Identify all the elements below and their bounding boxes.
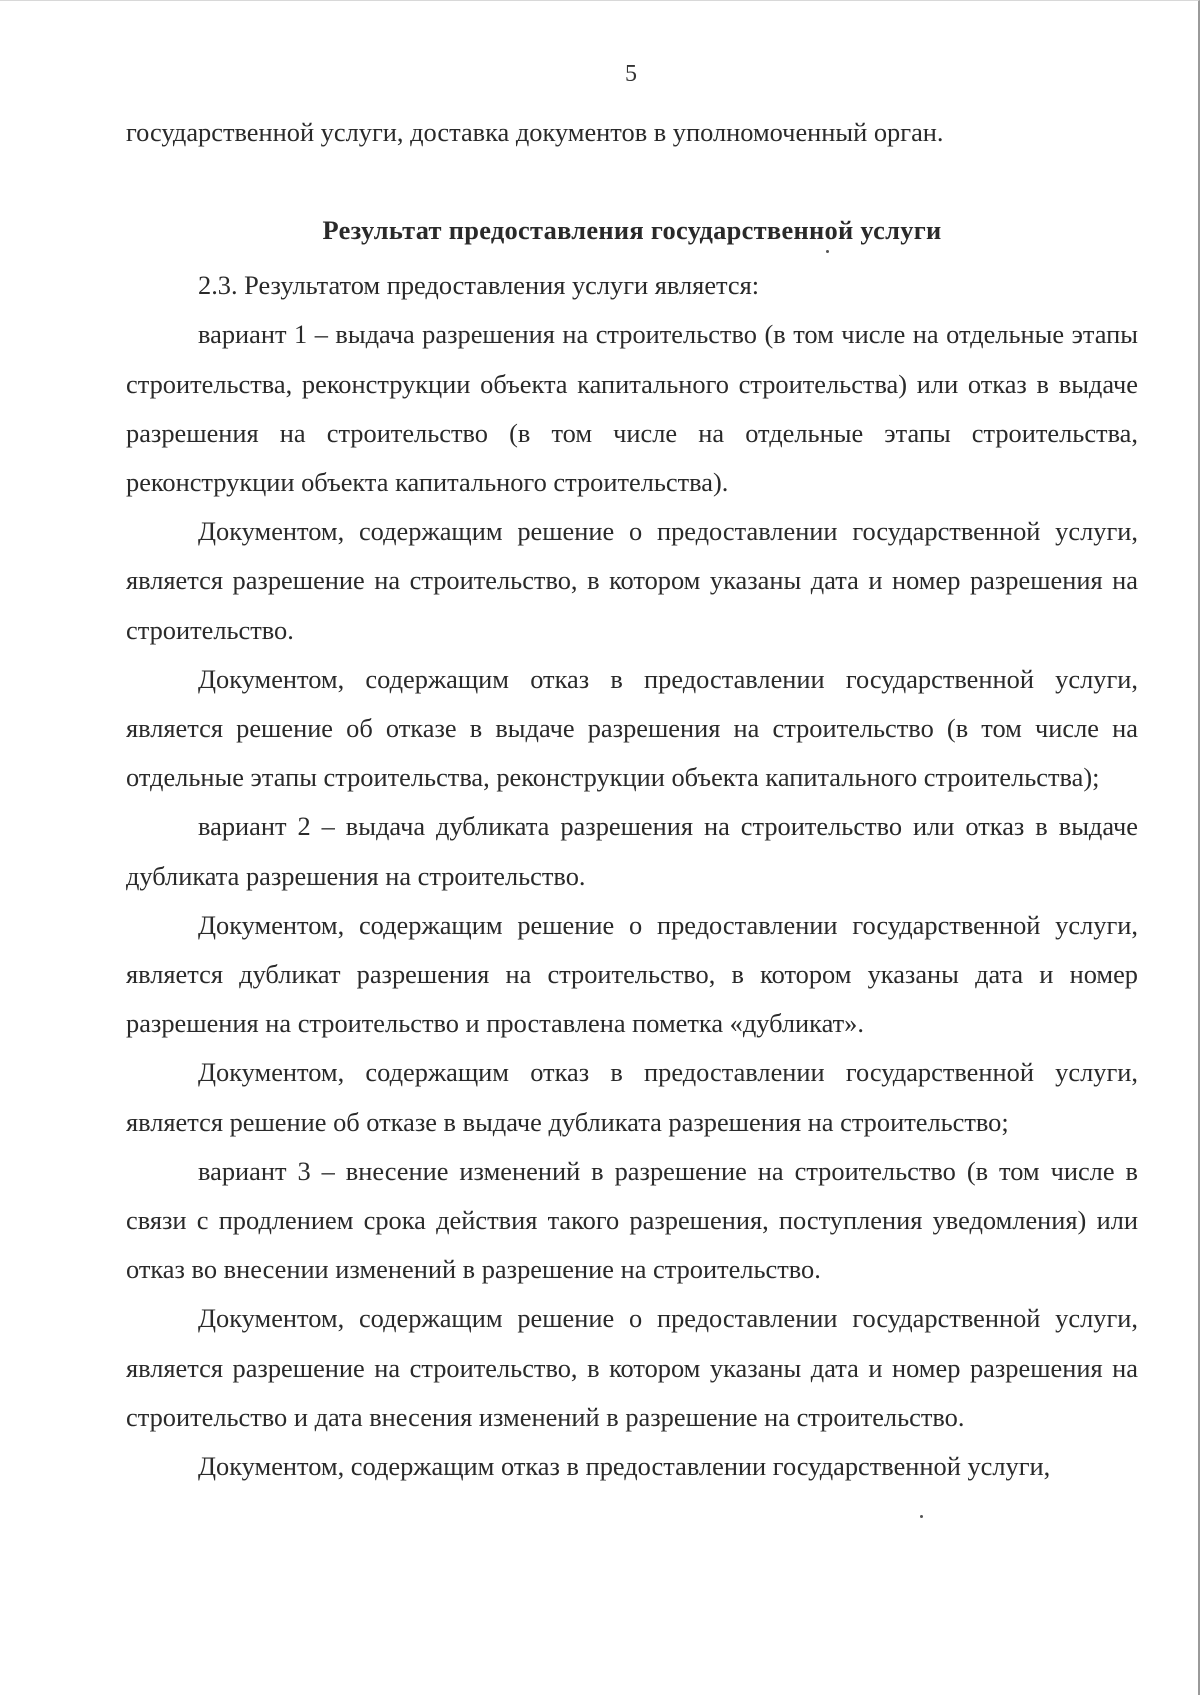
paragraph-2-3: 2.3. Результатом предоставления услуги является: [198, 270, 760, 301]
document-body [126, 108, 1138, 1491]
paragraph-variant-1-decision: Документом, содержащим решение о предоставлении государственной услуги, является разрешение на строительство, в котором указаны дата и номер разрешения на строительство. [126, 516, 1138, 645]
paragraph-variant-1: вариант 1 – выдача разрешения на строительство (в том числе на отдельные этапы строительства, реконструкции объекта капитального строительства) или отказ в выдаче разрешения на строительство (в том числе на отдельные этапы строительства, реконструкции объекта капитального строительства). [126, 319, 1138, 498]
paragraph-variant-2: вариант 2 – выдача дубликата разрешения на строительство или отказ в выдаче дубликата разрешения на строительство. [126, 811, 1138, 891]
paragraph-variant-3-refusal: Документом, содержащим отказ в предоставлении государственной услуги, [198, 1451, 1051, 1482]
scan-speck [920, 1515, 923, 1518]
paragraph-variant-2-refusal: Документом, содержащим отказ в предоставлении государственной услуги, является решение об отказе в выдаче дубликата разрешения на строительство; [126, 1057, 1138, 1137]
page-number: 5 [625, 61, 637, 87]
paragraph-variant-2-decision: Документом, содержащим решение о предоставлении государственной услуги, является дубликат разрешения на строительство, в котором указаны дата и номер разрешения на строительство и проставлена пометка «дубликат». [126, 909, 1138, 1039]
scan-speck [826, 250, 829, 253]
paragraph-variant-3: вариант 3 – внесение изменений в разрешение на строительство (в том числе в связи с продлением срока действия такого разрешения, поступления уведомления) или отказ во внесении изменений в разрешение на строительство. [126, 1155, 1138, 1285]
paragraph-variant-1-refusal: Документом, содержащим отказ в предоставлении государственной услуги, является решение об отказе в выдаче разрешения на строительство (в том числе на отдельные этапы строительства, реконструкции объекта капитального строительства); [126, 663, 1138, 793]
paragraph-variant-3-decision: Документом, содержащим решение о предоставлении государственной услуги, является разрешение на строительство, в котором указаны дата и номер разрешения на строительство и дата внесения изменений в разрешение на строительство. [126, 1303, 1138, 1432]
section-heading: Результат предоставления государственной услуги [322, 215, 942, 246]
paragraph-continuation: государственной услуги, доставка документов в уполномоченный орган. [126, 117, 944, 147]
